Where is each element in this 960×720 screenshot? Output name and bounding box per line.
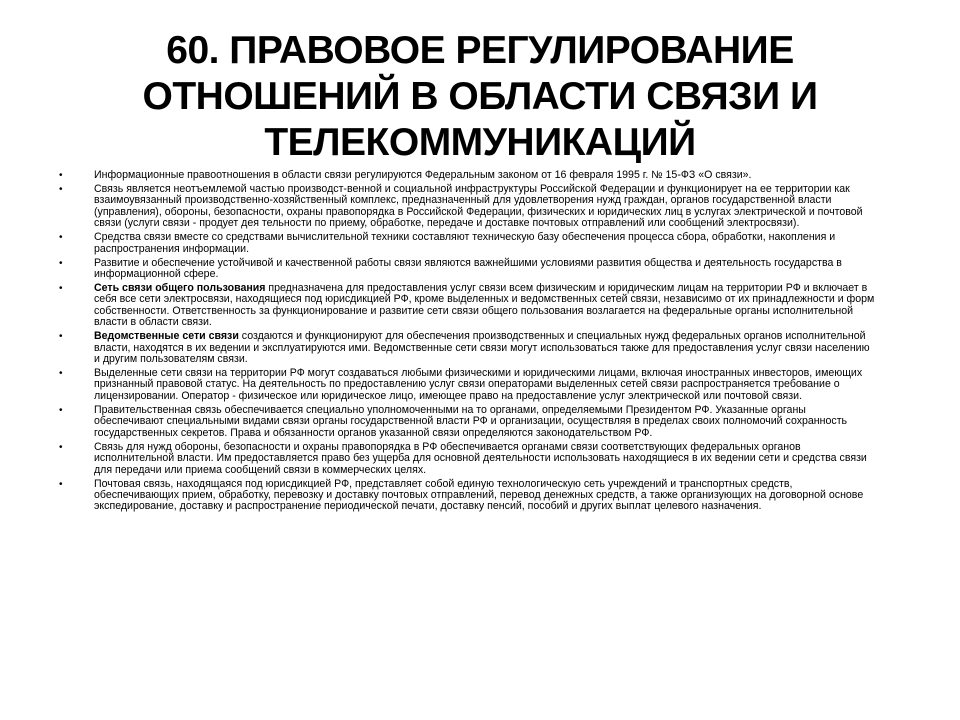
list-item (56, 184, 876, 230)
item-text: Правительственная связь обеспечивается специально уполномоченными на то органами, определяемыми Президентом РФ. Указанные органы обеспечивают специальными видами связи органы государственной власти РФ и организации, осуществляя в пределах своих полномочий сохранность государственных секретов. Права и обязанности органов указанной связи определяются законодательством РФ. (94, 403, 848, 439)
title-line: 60. ПРАВОВОЕ РЕГУЛИРОВАНИЕ (166, 29, 794, 72)
item-text: Почтовая связь, находящаяся под юрисдикцией РФ, представляет собой единую технологическую сеть учреждений и транспортных средств, обеспечивающих прием, обработку, перевозку и доставку почтовых отправлений, перевод денежных средств, а также организующих на договорной основе экспедирование, доставку и распространение периодической печати, доставку пенсий, пособий и других выплат целевого назначения. (94, 477, 864, 513)
bullet-icon: • (59, 478, 63, 490)
bullet-icon: • (59, 441, 63, 453)
bullet-icon: • (59, 257, 63, 269)
item-text: Средства связи вместе со средствами вычислительной техники составляют техническую базу обеспечения процесса сбора, обработки, накопления и распространения информации. (94, 231, 836, 255)
item-lead-term: Ведомственные сети связи (94, 330, 239, 343)
list-item (56, 283, 876, 329)
bullet-icon: • (59, 232, 63, 244)
title-line: ТЕЛЕКОММУНИКАЦИЙ (264, 121, 696, 164)
bullet-icon: • (59, 404, 63, 416)
bullet-icon: • (59, 331, 63, 343)
item-text: предназначена для предоставления услуг связи всем физическим и юридическим лицам на территории РФ и включает в себя все сети электросвязи, находящиеся под юрисдикцией РФ, кроме выделенных и ведомственных сетей связи, независимо от их принадлежности и форм собственности. Ответственность за функционирование и развитие сети связи общего пользования возлагается на федеральные органы исполнительной власти в области связи. (94, 282, 875, 329)
list-item (56, 232, 876, 255)
item-text: создаются и функционируют для обеспечения производственных и специальных нужд федеральных органов исполнительной власти, находятся в их ведении и эксплуатируются ими. Ведомственные сети связи могут использоваться также для предоставления услуг связи населению и другим пользователям связи. (94, 330, 870, 366)
item-text: Связь для нужд обороны, безопасности и охраны правопорядка в РФ обеспечивается органами связи соответствующих федеральных органов исполнительной власти. Им предоставляется право без ущерба для основной деятельности использовать находящиеся в их ведении сети и средства связи для передачи или приема сообщений связи в коммерческих целях. (94, 440, 867, 476)
list-item (56, 405, 876, 439)
title-line: ОТНОШЕНИЙ В ОБЛАСТИ СВЯЗИ И (142, 75, 818, 118)
bullet-list (56, 170, 876, 515)
item-text: Развитие и обеспечение устойчивой и качественной работы связи являются важнейшими условиями развития общества и деятельность государства в информационной сфере. (94, 256, 842, 281)
list-item (56, 479, 876, 513)
bullet-icon: • (59, 170, 63, 181)
bullet-icon: • (59, 184, 63, 195)
list-item (56, 258, 876, 281)
item-lead-term: Сеть связи общего пользования (94, 282, 266, 295)
item-text: Связь является неотъемлемой частью производст-венной и социальной инфраструктуры Российской Федерации и функционирует на ее территории как взаимоувязанный производственно-хозяйственный комплекс, предназначенный для удовлетворения нужд граждан, органов государственной власти (управления), обороны, безопасности, охраны правопорядка в Российской Федерации, физических и юридических лиц в услугах электрической и почтовой связи (услуги связи - продует дея тельности по приему, обработке, передаче и доставке почтовых отправлений или сообщений электросвязи). (94, 183, 863, 230)
item-text: Информационные правоотношения в области связи регулируются Федеральным законом от 16 февраля 1995 г. № 15-ФЗ «О связи». (94, 169, 752, 181)
bullet-icon: • (59, 283, 63, 295)
list-item (56, 331, 876, 365)
list-item (56, 170, 876, 181)
slide-title (80, 28, 880, 166)
bullet-icon: • (59, 368, 63, 380)
list-item (56, 368, 876, 402)
item-text: Выделенные сети связи на территории РФ могут создаваться любыми физическими и юридическими лицами, включая иностранных инвесторов, имеющих признанный правовой статус. На деятельность по предоставлению услуг связи операторами выделенных сетей связи распространяется требование о лицензировании. Оператор - физическое или юридическое лицо, имеющее право на предоставление услуг электрической или почтовой связи. (94, 367, 863, 402)
list-item (56, 442, 876, 476)
